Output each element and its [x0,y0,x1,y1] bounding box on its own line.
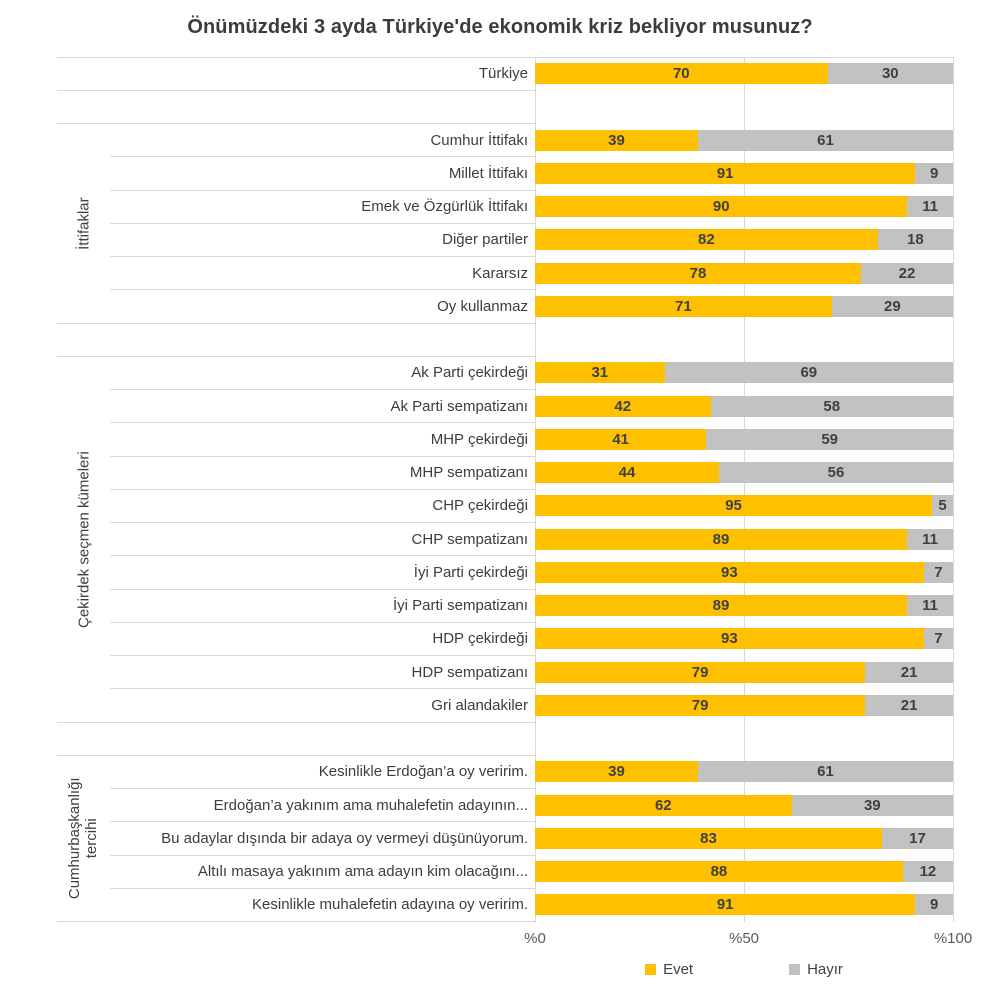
hayir-value-label: 9 [930,896,939,914]
category-label: İyi Parti çekirdeği [413,563,528,581]
category-label: CHP çekirdeği [432,497,528,515]
group-label-text: Cumhurbaşkanlığı tercihi [66,777,101,900]
evet-value-label: 93 [721,630,738,648]
hayir-value-label: 22 [898,264,916,282]
evet-value-label: 95 [725,497,742,515]
hayir-value-label: 21 [900,663,918,681]
evet-value-label: 82 [698,231,715,249]
category-label: Emek ve Özgürlük İttifakı [361,198,528,215]
hayir-value-label: 11 [922,530,938,548]
x-axis-tick-100: %100 [933,930,973,947]
evet-value-label: 89 [712,597,730,615]
category-label: HDP çekirdeği [432,630,528,648]
category-label: Altılı masaya yakınım ama adayın kim olacağını... [197,863,528,880]
page-title: Önümüzdeki 3 ayda Türkiye'de ekonomik kriz bekliyor musunuz? [187,16,813,38]
evet-value-label: 71 [675,297,692,315]
evet-value-label: 42 [614,397,632,415]
evet-value-label: 91 [716,896,734,914]
legend [535,961,953,978]
category-label: Türkiye [478,65,528,82]
evet-value-label: 89 [712,530,730,548]
legend-label-hayir: Hayır [807,961,843,978]
category-label: MHP çekirdeği [430,430,528,448]
group-label-3 [57,755,110,921]
hayir-value-label: 18 [907,231,924,249]
hayir-value-label: 61 [817,763,834,781]
legend-item-evet [645,961,693,978]
legend-item-hayir [789,961,843,978]
hayir-value-label: 58 [823,397,841,415]
hayir-value-label: 69 [800,364,818,382]
group-label-text: Çekirdek seçmen kümeleri [74,450,92,628]
category-label: Bu adaylar dışında bir adaya oy vermeyi düşünüyorum. [161,829,528,847]
category-label: CHP sempatizanı [411,530,528,548]
evet-value-label: 44 [618,464,636,482]
hayir-value-label: 59 [821,430,839,448]
hayir-value-label: 12 [919,863,937,881]
evet-value-label: 41 [612,430,630,448]
evet-value-label: 39 [608,763,625,781]
category-label: Kararsız [472,264,528,282]
hayir-value-label: 29 [884,297,901,315]
x-axis-tick-0: %0 [524,930,546,947]
evet-value-label: 39 [608,131,625,149]
hayir-value-label: 7 [934,630,943,648]
category-label: Oy kullanmaz [437,297,528,315]
evet-value-label: 79 [691,696,709,714]
hayir-value-label: 7 [934,563,943,581]
hayir-value-label: 9 [930,164,939,182]
evet-value-label: 93 [721,563,738,581]
category-label: Cumhur İttifakı [430,131,528,149]
hayir-value-label: 11 [922,198,939,216]
category-label: HDP sempatizanı [411,663,528,681]
hayir-value-label: 56 [827,464,845,482]
evet-value-label: 79 [691,663,709,681]
group-label-1 [57,124,110,324]
x-axis-tick-50: %50 [728,930,760,947]
category-label: Gri alandakiler [431,696,528,714]
group-label-2 [57,356,110,722]
evet-value-label: 91 [716,164,734,182]
legend-label-evet: Evet [663,961,694,978]
evet-swatch-icon [645,964,656,975]
evet-value-label: 88 [710,863,728,881]
hayir-value-label: 11 [922,597,938,615]
group-label-text: İttifaklar [74,197,92,250]
category-label: Kesinlikle Erdoğan’a oy veririm. [318,763,528,781]
category-label: Kesinlikle muhalefetin adayına oy veririm. [252,896,528,914]
evet-value-label: 70 [672,65,690,83]
category-label: İyi Parti sempatizanı [392,597,528,614]
hayir-value-label: 39 [863,796,881,814]
evet-value-label: 90 [712,198,730,216]
hayir-value-label: 5 [938,497,947,515]
category-label: Ak Parti sempatizanı [390,397,528,415]
category-label: Ak Parti çekirdeği [411,364,528,382]
evet-value-label: 78 [689,264,707,282]
hayir-value-label: 21 [900,696,918,714]
evet-value-label: 31 [591,364,609,382]
category-label: Erdoğan’a yakınım ama muhalefetin adayının... [213,796,528,814]
category-label: Millet İttifakı [448,164,528,182]
category-label: Diğer partiler [442,231,528,249]
hayir-value-label: 61 [817,131,834,149]
evet-value-label: 62 [654,796,672,814]
evet-value-label: 83 [700,829,717,847]
hayir-value-label: 30 [881,65,899,83]
hayir-swatch-icon [789,964,800,975]
hayir-value-label: 17 [909,829,926,847]
category-label: MHP sempatizanı [409,464,528,481]
